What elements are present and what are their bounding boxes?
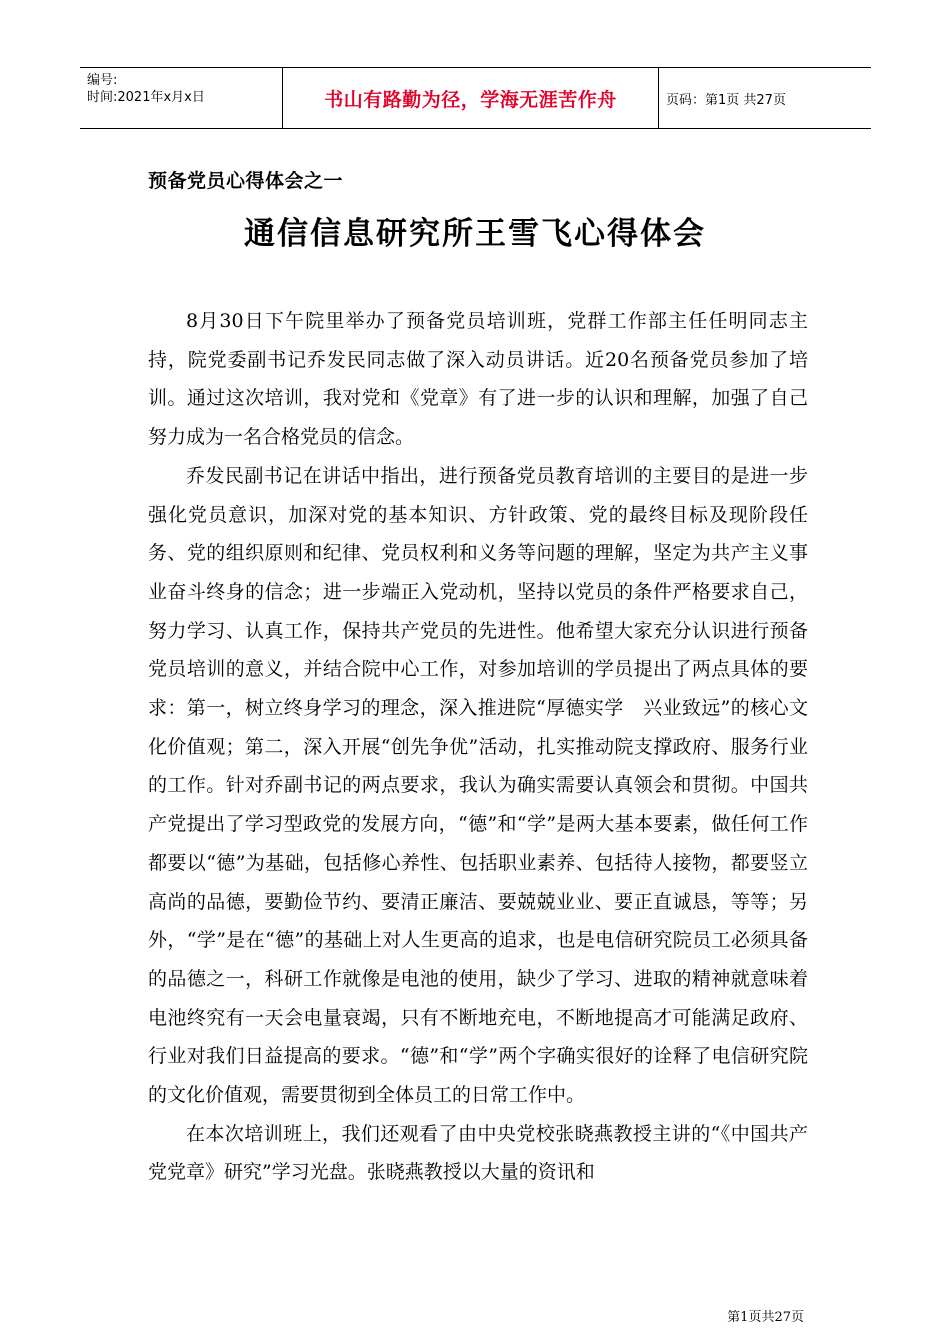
document-title: 通信信息研究所王雪飞心得体会 <box>244 216 706 252</box>
paragraph: 乔发民副书记在讲话中指出，进行预备党员教育培训的主要目的是进一步强化党员意识，加深对党的基本知识、方针政策、党的最终目标及现阶段任务、党的组织原则和纪律、党员权利和义务等问题的理解，坚定为共产主义事业奋斗终身的信念；进一步端正入党动机，坚持以党员的条件严格要求自己，努力学习、认真工作，保持共产党员的先进性。他希望大家充分认识进行预备党员培训的意义，并结合院中心工作，对参加培训的学员提出了两点具体的要求：第一，树立终身学习的理念，深入推进院“厚德实学 兴业致远”的核心文化价值观；第二，深入开展“创先争优”活动，扎实推动院支撑政府、服务行业的工作。针对乔副书记的两点要求，我认为确实需要认真领会和贯彻。中国共产党提出了学习型政党的发展方向，“德”和“学”是两大基本要素，做任何工作都要以“德”为基础，包括修心养性、包括职业素养、包括待人接物，都要竖立高尚的品德，要勤俭节约、要清正廉洁、要兢兢业业、要正直诚恳，等等；另外，“学”是在“德”的基础上对人生更高的追求，也是电信研究院员工必须具备的品德之一，科研工作就像是电池的使用，缺少了学习、进取的精神就意味着电池终究有一天会电量衰竭，只有不断地充电，不断地提高才可能满足政府、行业对我们日益提高的要求。“德”和“学”两个字确实很好的诠释了电信研究院的文化价值观，需要贯彻到全体员工的日常工作中。 <box>148 464 808 1107</box>
document-subtitle: 预备党员心得体会之一 <box>148 170 344 192</box>
paragraph: 8月30日下午院里举办了预备党员培训班，党群工作部主任任明同志主持，院党委副书记乔发民同志做了深入动员讲话。近20名预备党员参加了培训。通过这次培训，我对党和《党章》有了进一步的认识和理解，加强了自己努力成为一名合格党员的信念。 <box>148 310 808 449</box>
paragraph: 在本次培训班上，我们还观看了由中央党校张晓燕教授主讲的“《中国共产党党章》研究”学习光盘。张晓燕教授以大量的资讯和 <box>148 1122 808 1184</box>
time-label: 时间:2021年x月x日 <box>87 90 205 105</box>
header-page-info: 页码：第1页 共27页 <box>666 92 786 108</box>
header-meta <box>80 68 283 128</box>
document-header <box>80 67 871 129</box>
page-footer: 第1页共27页 <box>727 1310 804 1325</box>
number-label: 编号: <box>87 73 118 88</box>
header-motto: 书山有路勤为径，学海无涯苦作舟 <box>324 88 617 111</box>
document-body <box>148 302 808 1192</box>
header-motto-cell <box>283 68 659 128</box>
